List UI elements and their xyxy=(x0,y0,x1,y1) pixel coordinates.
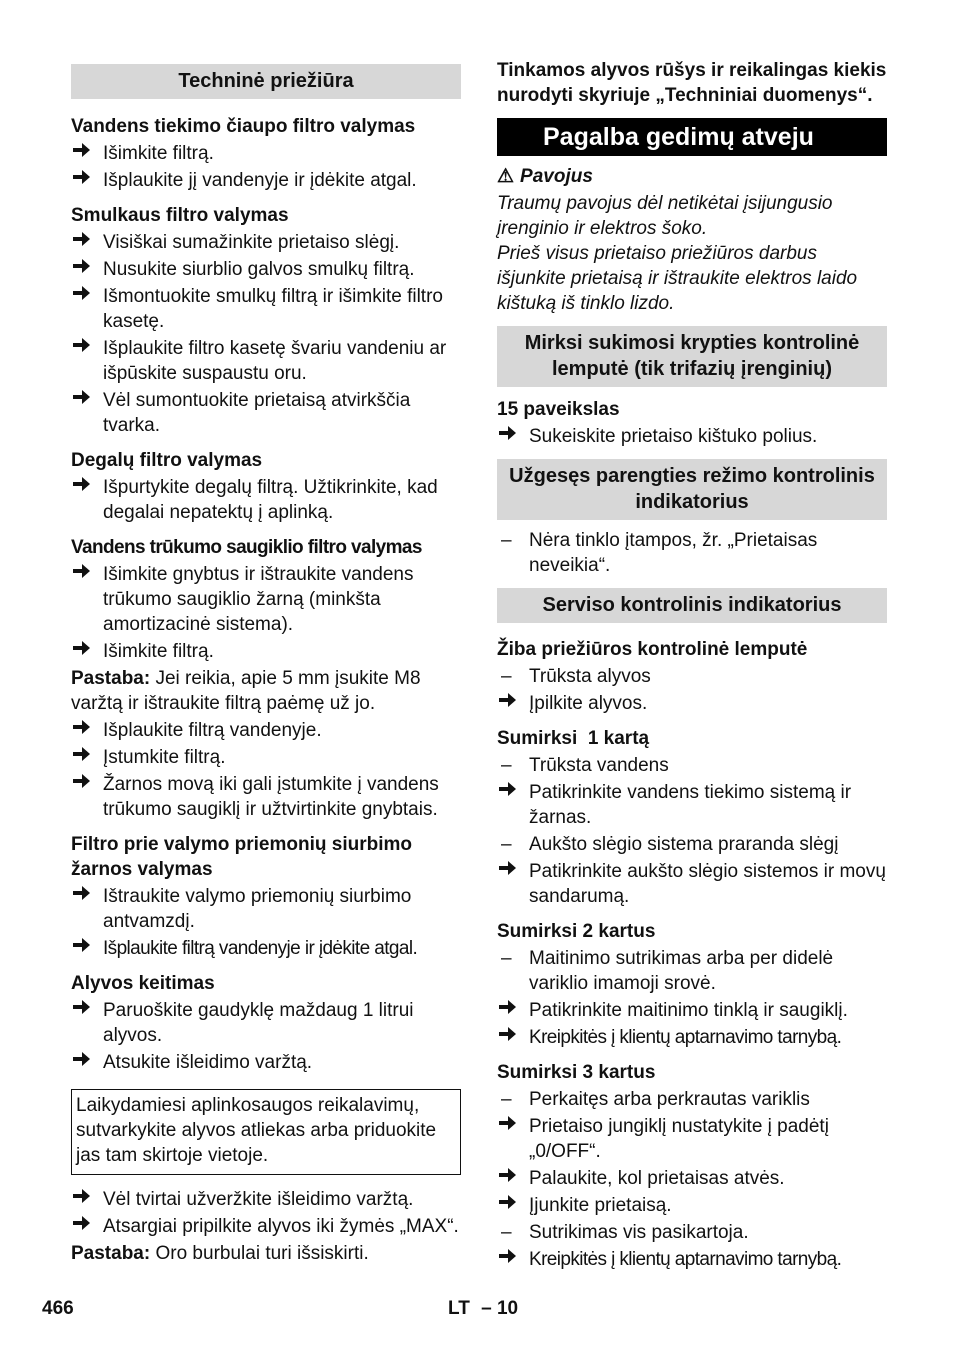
arrow-icon xyxy=(71,998,99,1023)
list-item: Palaukite, kol prietaisas atvės. xyxy=(497,1166,887,1191)
subsection-title: Sumirksi 1 kartą xyxy=(497,728,650,749)
list-item: Išimkite filtrą. xyxy=(71,639,461,664)
danger-text: Traumų pavojus dėl netikėtai įsijungusio įrenginio ir elektros šoko. xyxy=(497,193,833,239)
intro-text: Tinkamos alyvos rūšys ir reikalingas kiekis nurodyti skyriuje „Techniniai duomenys“. xyxy=(497,60,887,106)
section-title: Mirksi sukimosi krypties kontrolinė lemputė (tik trifazių įrenginių) xyxy=(497,326,887,387)
arrow-icon xyxy=(497,424,525,449)
footer-page-sub: – 10 xyxy=(481,1298,519,1319)
list-item: Išplaukite jį vandenyje ir įdėkite atgal. xyxy=(71,168,461,193)
arrow-icon xyxy=(71,1050,99,1075)
list-item: Prietaiso jungiklį nustatykite į padėtį „0/OFF“. xyxy=(497,1114,887,1164)
footer-lang xyxy=(448,1298,518,1320)
danger-label: ⚠ Pavojus xyxy=(497,166,593,187)
arrow-icon xyxy=(71,639,99,664)
list-item: – Trūksta alyvos xyxy=(501,666,651,687)
arrow-icon xyxy=(497,1025,525,1050)
subsection-title: Vandens tiekimo čiaupo filtro valymas xyxy=(71,116,416,137)
list-item: Vėl tvirtai užveržkite išleidimo varžtą. xyxy=(71,1187,461,1212)
subsection-title: Filtro prie valymo priemonių siurbimo žarnos valymas xyxy=(71,834,412,880)
arrow-icon xyxy=(71,230,99,255)
list-item: Išplaukite filtrą vandenyje. xyxy=(71,718,461,743)
chapter-title: Pagalba gedimų atveju xyxy=(497,118,887,156)
dash-icon: – xyxy=(501,948,512,969)
dash-icon: – xyxy=(501,666,512,687)
subsection-title: Sumirksi 3 kartus xyxy=(497,1062,656,1083)
list-item: Išimkite gnybtus ir ištraukite vandens trūkumo saugiklio žarną (minkšta amortizacinė sistema). xyxy=(71,562,461,637)
section-title: Užgesęs parengties režimo kontrolinis indikatorius xyxy=(497,459,887,520)
arrow-icon xyxy=(497,1166,525,1191)
arrow-icon xyxy=(497,691,525,716)
subsection-title: Degalų filtro valymas xyxy=(71,450,263,471)
language-code: LT xyxy=(448,1298,470,1319)
dash-icon: – xyxy=(501,834,512,855)
note: Pastaba: Oro burbulai turi išsiskirti. xyxy=(71,1243,369,1264)
list-item: Patikrinkite aukšto slėgio sistemos ir movų sandarumą. xyxy=(497,859,887,909)
danger-text: Prieš visus prietaiso priežiūros darbus išjunkite prietaisą ir ištraukite elektros laido kištuką iš tinklo lizdo. xyxy=(497,243,858,314)
list-item: Išplaukite filtrą vandenyje ir įdėkite atgal. xyxy=(71,936,461,961)
arrow-icon xyxy=(71,336,99,361)
section-title: Techninė priežiūra xyxy=(71,64,461,99)
list-item: Įpilkite alyvos. xyxy=(497,691,887,716)
list-item: Paruoškite gaudyklę maždaug 1 litrui alyvos. xyxy=(71,998,461,1048)
arrow-icon xyxy=(71,257,99,282)
note: Pastaba: Jei reikia, apie 5 mm įsukite M8 varžtą ir ištraukite filtrą paėmę už jo. xyxy=(71,668,421,714)
arrow-icon xyxy=(71,284,99,309)
list-item: – Nėra tinklo įtampos, žr. „Prietaisas neveikia“. xyxy=(501,530,818,576)
arrow-icon xyxy=(71,718,99,743)
arrow-icon xyxy=(71,562,99,587)
list-item: Atsukite išleidimo varžtą. xyxy=(71,1050,461,1075)
list-item: Visiškai sumažinkite prietaiso slėgį. xyxy=(71,230,461,255)
arrow-icon xyxy=(497,1247,525,1272)
dash-icon: – xyxy=(501,1089,512,1110)
list-item: Įstumkite filtrą. xyxy=(71,745,461,770)
subsection-title: 15 paveikslas xyxy=(497,399,620,420)
list-item: – Perkaitęs arba perkrautas variklis xyxy=(501,1089,810,1110)
list-item: – Maitinimo sutrikimas arba per didelė variklio imamoji srovė. xyxy=(501,948,834,994)
list-item: Nusukite siurblio galvos smulkų filtrą. xyxy=(71,257,461,282)
list-item: Išpurtykite degalų filtrą. Užtikrinkite, kad degalai nepatektų į aplinką. xyxy=(71,475,461,525)
arrow-icon xyxy=(71,936,99,961)
arrow-icon xyxy=(71,1187,99,1212)
arrow-icon xyxy=(71,1214,99,1239)
section-title: Serviso kontrolinis indikatorius xyxy=(497,588,887,623)
list-item: Žarnos movą iki gali įstumkite į vandens trūkumo saugiklį ir užtvirtinkite gnybtais. xyxy=(71,772,461,822)
arrow-icon xyxy=(71,884,99,909)
arrow-icon xyxy=(497,859,525,884)
environment-note-box: Laikydamiesi aplinkosaugos reikalavimų, sutvarkykite alyvos atliekas arba priduokite jas tam skirtoje vietoje. xyxy=(71,1089,461,1175)
list-item: Išmontuokite smulkų filtrą ir išimkite filtro kasetę. xyxy=(71,284,461,334)
arrow-icon xyxy=(71,388,99,413)
list-item: Įjunkite prietaisą. xyxy=(497,1193,887,1218)
list-item: Išplaukite filtro kasetę švariu vandeniu ar išpūskite suspaustu oru. xyxy=(71,336,461,386)
dash-icon: – xyxy=(501,530,512,551)
list-item: Sukeiskite prietaiso kištuko polius. xyxy=(497,424,887,449)
arrow-icon xyxy=(71,745,99,770)
right-column xyxy=(497,58,887,1272)
list-item: – Trūksta vandens xyxy=(501,755,669,776)
list-item: Atsargiai pripilkite alyvos iki žymės „MAX“. xyxy=(71,1214,461,1239)
left-column xyxy=(71,58,461,1266)
list-item: Vėl sumontuokite prietaisą atvirkščia tvarka. xyxy=(71,388,461,438)
subsection-title: Alyvos keitimas xyxy=(71,973,215,994)
list-item: Ištraukite valymo priemonių siurbimo antvamzdį. xyxy=(71,884,461,934)
list-item: Kreipkitės į klientų aptarnavimo tarnybą. xyxy=(497,1025,887,1050)
list-item: Išimkite filtrą. xyxy=(71,141,461,166)
arrow-icon xyxy=(497,1193,525,1218)
subsection-title: Sumirksi 2 kartus xyxy=(497,921,656,942)
subsection-title: Žiba priežiūros kontrolinė lemputė xyxy=(497,639,808,660)
arrow-icon xyxy=(497,780,525,805)
dash-icon: – xyxy=(501,1222,512,1243)
arrow-icon xyxy=(71,141,99,166)
list-item: Patikrinkite maitinimo tinklą ir saugiklį. xyxy=(497,998,887,1023)
list-item: Kreipkitės į klientų aptarnavimo tarnybą. xyxy=(497,1247,887,1272)
arrow-icon xyxy=(71,475,99,500)
dash-icon: – xyxy=(501,755,512,776)
arrow-icon xyxy=(71,168,99,193)
arrow-icon xyxy=(497,998,525,1023)
list-item: – Aukšto slėgio sistema praranda slėgį xyxy=(501,834,839,855)
arrow-icon xyxy=(71,772,99,797)
page-number: 466 xyxy=(42,1298,74,1319)
subsection-title: Smulkaus filtro valymas xyxy=(71,205,289,226)
list-item: – Sutrikimas vis pasikartoja. xyxy=(501,1222,749,1243)
arrow-icon xyxy=(497,1114,525,1139)
warning-triangle-icon: ⚠ xyxy=(497,166,515,187)
subsection-title: Vandens trūkumo saugiklio filtro valymas xyxy=(71,537,422,558)
list-item: Patikrinkite vandens tiekimo sistemą ir žarnas. xyxy=(497,780,887,830)
